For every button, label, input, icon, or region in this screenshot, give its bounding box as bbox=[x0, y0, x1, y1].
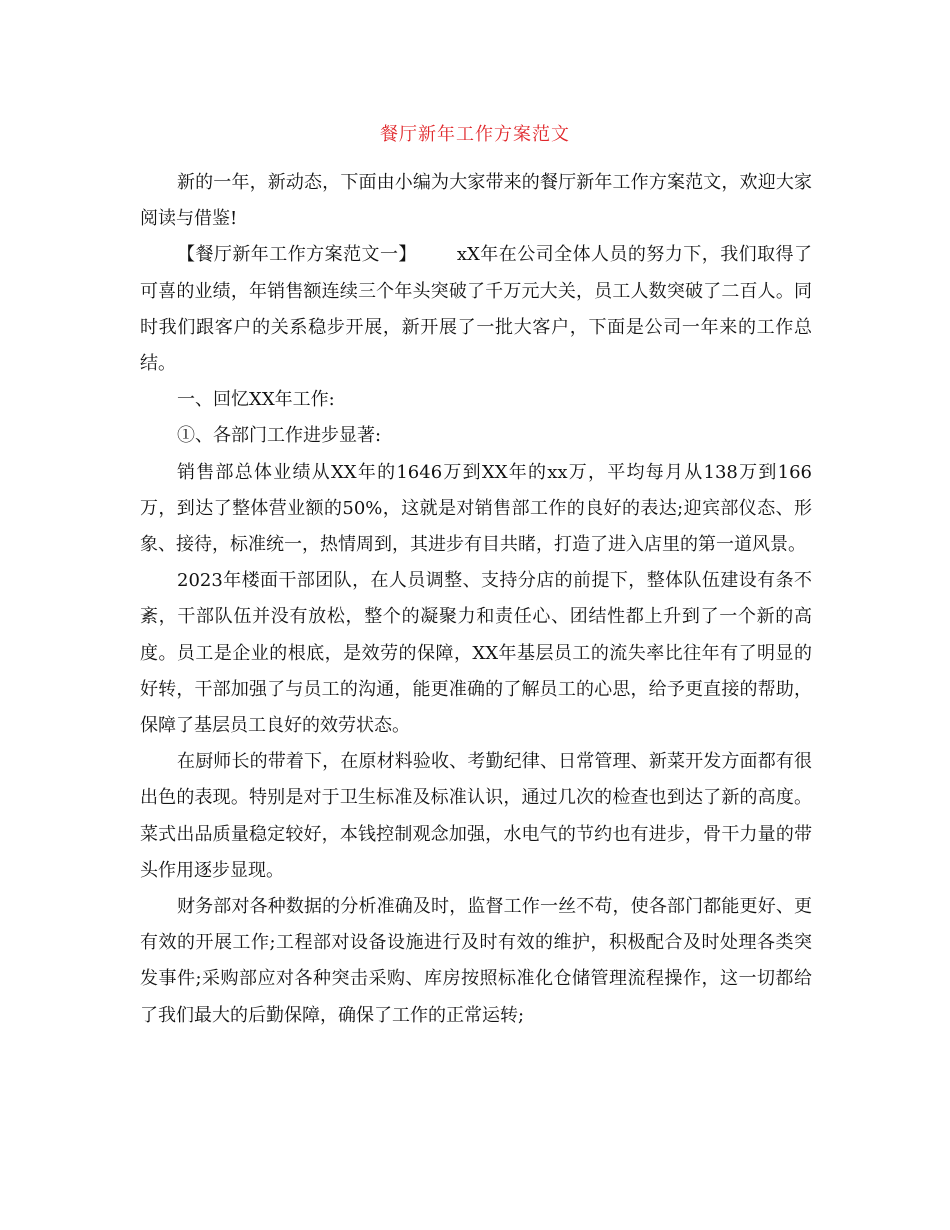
paragraph-intro: 新的一年，新动态，下面由小编为大家带来的餐厅新年工作方案范文，欢迎大家阅读与借鉴! bbox=[140, 172, 812, 230]
paragraph-1 bbox=[140, 237, 812, 382]
paragraph-kitchen: 在厨师长的带着下，在原材料验收、考勤纪律、日常管理、新菜开发方面都有很出色的表现。特别是对于卫生标准及标准认识，通过几次的检查也到达了新的高度。菜式出品质量稳定较好，本钱控制观念加强，水电气的节约也有进步，骨干力量的带头作用逐步显现。 bbox=[140, 751, 812, 881]
paragraph-1-body: xX年在公司全体人员的努力下，我们取得了可喜的业绩，年销售额连续三个年头突破了千万元大关，员工人数突破了二百人。同时我们跟客户的关系稳步开展，新开展了一批大客户，下面是公司一年来的工作总结。 bbox=[140, 244, 813, 375]
paragraph-finance: 财务部对各种数据的分析准确及时，监督工作一丝不苟，使各部门都能更好、更有效的开展工作;工程部对设备设施进行及时有效的维护，积极配合及时处理各类突发事件;采购部应对各种突击采购、库房按照标准化仓储管理流程操作，这一切都给了我们最大的后勤保障，确保了工作的正常运转; bbox=[140, 896, 812, 1026]
paragraph-sales: 销售部总体业绩从XX年的1646万到XX年的xx万，平均每月从138万到166万，到达了整体营业额的50%，这就是对销售部工作的良好的表达;迎宾部仪态、形象、接待，标准统一，热情周到，其进步有目共睹，打造了进入店里的第一道风景。 bbox=[140, 461, 812, 556]
paragraph-1-heading: 【餐厅新年工作方案范文一】 bbox=[177, 244, 417, 266]
section-heading-1: 一、回忆XX年工作: bbox=[177, 389, 335, 411]
paragraph-floor: 2023年楼面干部团队，在人员调整、支持分店的前提下，整体队伍建设有条不紊，干部队伍并没有放松，整个的凝聚力和责任心、团结性都上升到了一个新的高度。员工是企业的根底，是效劳的保障，XX年基层员工的流失率比往年有了明显的好转，干部加强了与员工的沟通，能更准确的了解员工的心思，给予更直接的帮助，保障了基层员工良好的效劳状态。 bbox=[140, 570, 812, 737]
subsection-heading-1: ①、各部门工作进步显著: bbox=[177, 425, 382, 447]
document-title: 餐厅新年工作方案范文 bbox=[380, 124, 570, 145]
document-body bbox=[140, 165, 812, 1034]
